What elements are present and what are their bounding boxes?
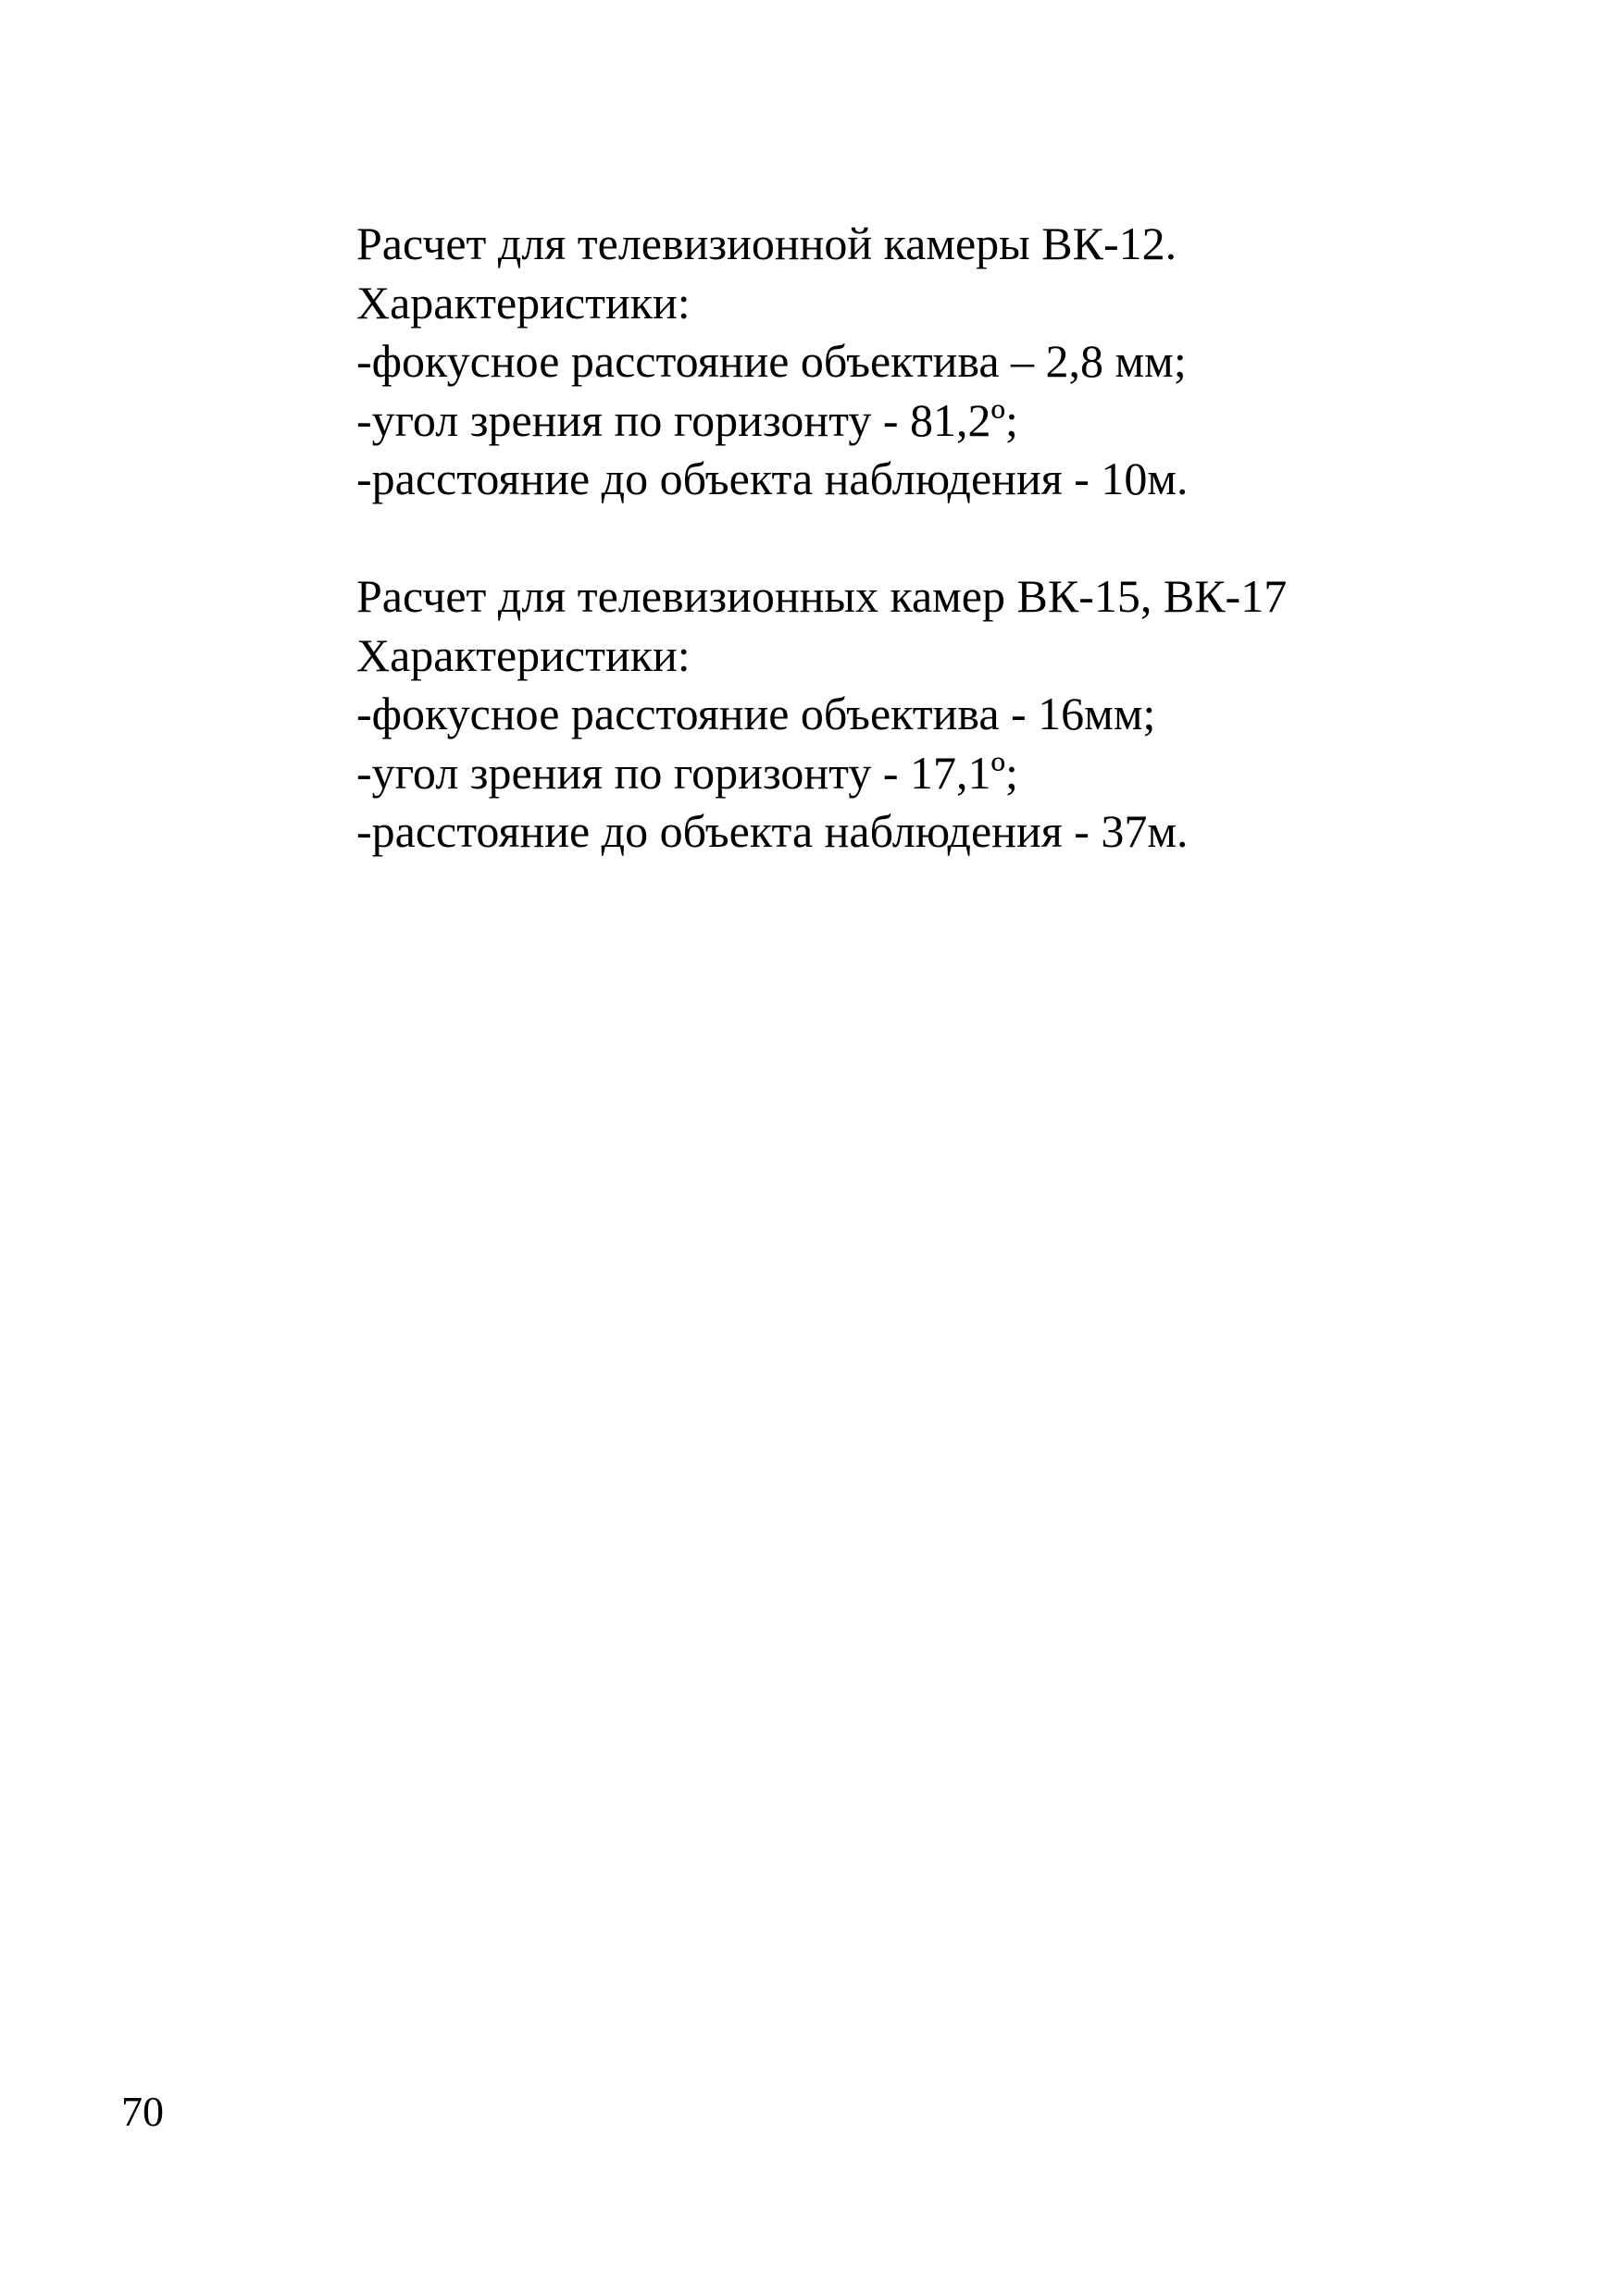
viewing-angle-line: -угол зрения по горизонту - 81,2º; <box>356 393 1018 446</box>
object-distance-line: -расстояние до объекта наблюдения - 37м. <box>356 805 1189 857</box>
camera-vk15-vk17-section <box>356 567 1467 862</box>
section-title: Расчет для телевизионных камер ВК-15, ВК-17 <box>356 570 1288 622</box>
camera-vk12-section <box>356 215 1467 509</box>
object-distance-line: -расстояние до объекта наблюдения - 10м. <box>356 453 1189 504</box>
viewing-angle-line: -угол зрения по горизонту - 17,1º; <box>356 746 1018 799</box>
focal-length-line: -фокусное расстояние объектива – 2,8 мм; <box>356 335 1187 387</box>
section-title: Расчет для телевизионной камеры ВК-12. <box>356 217 1177 269</box>
page-number: 70 <box>121 2088 164 2135</box>
characteristics-heading: Характеристики: <box>356 628 691 681</box>
characteristics-heading: Характеристики: <box>356 276 691 329</box>
focal-length-line: -фокусное расстояние объектива - 16мм; <box>356 688 1156 739</box>
